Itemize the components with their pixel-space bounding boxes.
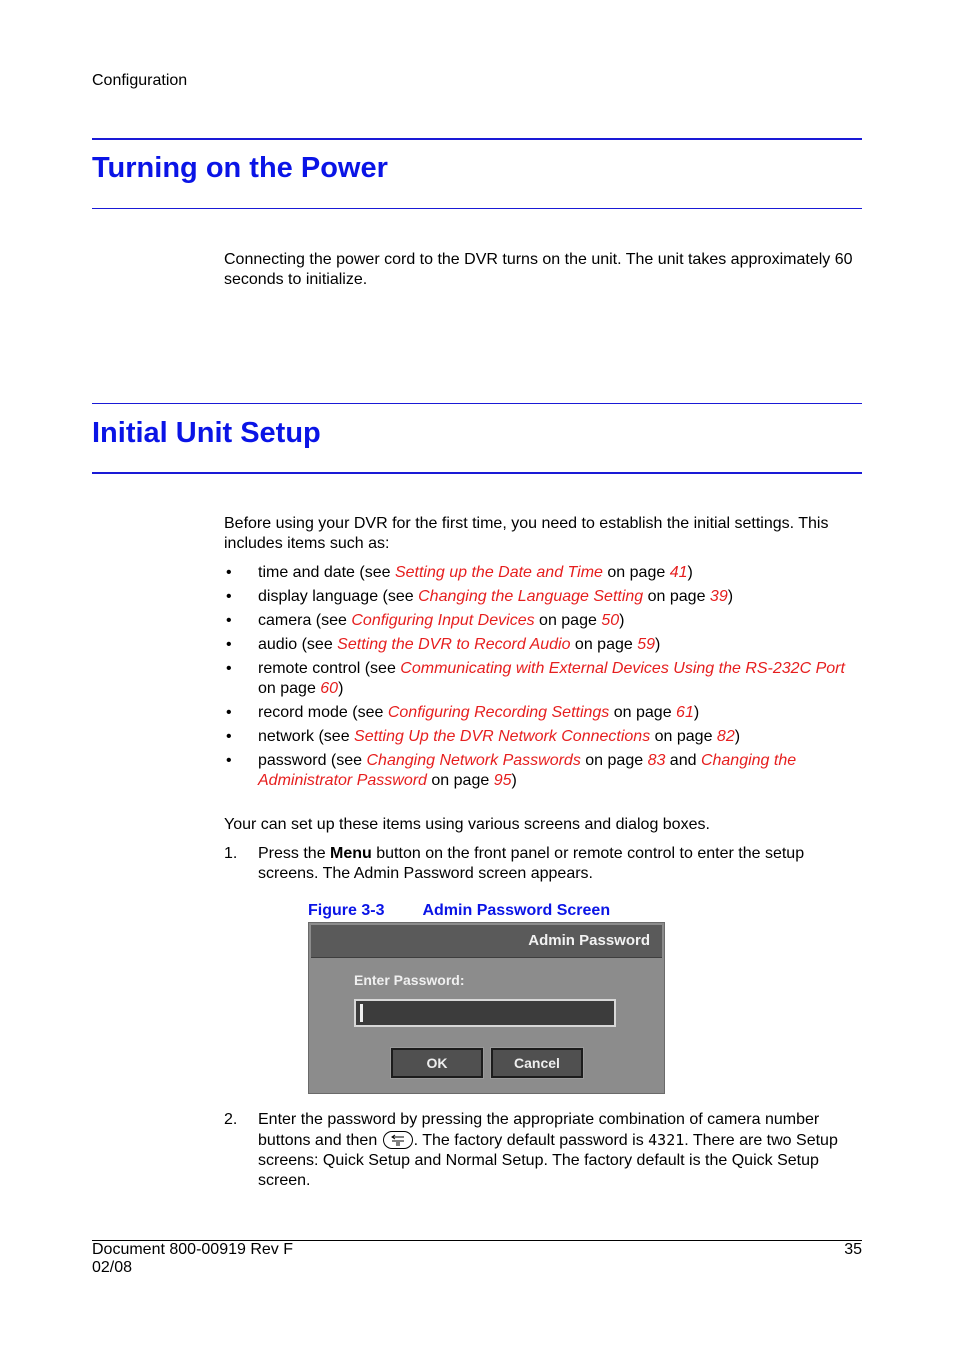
section-rule-bottom — [92, 208, 862, 209]
cancel-button[interactable]: Cancel — [491, 1048, 583, 1078]
bullet-marker: • — [226, 636, 232, 653]
default-password: 4321 — [648, 1131, 685, 1149]
cross-reference-link[interactable]: Changing the Administrator Password — [258, 752, 797, 789]
power-paragraph: Connecting the power cord to the DVR turns on the unit. The unit takes approximately 60 seconds to initialize. — [224, 251, 853, 288]
bullet-marker: • — [226, 660, 232, 677]
section-rule-bottom — [92, 472, 862, 474]
cross-reference-link[interactable]: Setting Up the DVR Network Connections — [354, 728, 651, 745]
ok-button[interactable]: OK — [391, 1048, 483, 1078]
section-rule-top — [92, 403, 862, 404]
password-prompt: Enter Password: — [354, 972, 465, 988]
figure-title: Admin Password Screen — [422, 902, 611, 919]
screen-titlebar — [311, 925, 662, 958]
cross-reference-link[interactable]: Changing Network Passwords — [366, 752, 581, 769]
list-item: • time and date (see Setting up the Date and Time on page 41) — [226, 564, 693, 581]
page-reference-link[interactable]: 50 — [601, 612, 620, 629]
admin-password-screen — [308, 922, 665, 1094]
bullet-marker: • — [226, 612, 232, 629]
footer-document-info — [92, 1241, 293, 1277]
step-2 — [224, 1110, 864, 1191]
cross-reference-link[interactable]: Changing the Language Setting — [418, 588, 644, 605]
screen-title: Admin Password — [528, 932, 650, 949]
page-reference-link[interactable]: 83 — [647, 752, 666, 769]
cross-reference-link[interactable]: Configuring Recording Settings — [387, 704, 610, 721]
page-reference-link[interactable]: 59 — [637, 636, 656, 653]
section-title-setup: Initial Unit Setup — [92, 417, 321, 449]
step-number: 2. — [224, 1111, 238, 1128]
list-item: • camera (see Configuring Input Devices on page 50) — [226, 612, 625, 629]
cross-reference-link[interactable]: Configuring Input Devices — [351, 612, 535, 629]
list-item: • network (see Setting Up the DVR Network Connections on page 82) — [226, 728, 741, 745]
cross-reference-link[interactable]: Setting the DVR to Record Audio — [337, 636, 571, 653]
list-item: • display language (see Changing the Language Setting on page 39) — [226, 588, 734, 605]
list-item: • audio (see Setting the DVR to Record Audio on page 59) — [226, 636, 661, 653]
document-date: 02/08 — [92, 1259, 133, 1276]
bullet-marker: • — [226, 704, 232, 721]
enter-key-icon — [383, 1131, 413, 1149]
bullet-marker: • — [226, 564, 232, 581]
bullet-marker: • — [226, 752, 232, 769]
page-reference-link[interactable]: 95 — [493, 772, 512, 789]
list-item: • remote control (see Communicating with External Devices Using the RS-232C Port on page 60) — [226, 660, 845, 697]
document-number: Document 800-00919 Rev F — [92, 1241, 293, 1258]
menu-button-name: Menu — [330, 845, 372, 862]
step-text: Enter the password by pressing the appropriate combination of camera number buttons and then . The factory default password is 4321. There are two Setup screens: Quick Setup and Normal Setup. The factory default is the Quick Setup screen. — [258, 1111, 838, 1189]
step-number: 1. — [224, 845, 238, 862]
section-rule-top — [92, 138, 862, 140]
bullet-marker: • — [226, 728, 232, 745]
figure-caption — [308, 901, 610, 921]
page-reference-link[interactable]: 60 — [320, 680, 339, 697]
page-reference-link[interactable]: 61 — [676, 704, 694, 721]
after-list-paragraph: Your can set up these items using various screens and dialog boxes. — [224, 816, 710, 833]
bullet-marker: • — [226, 588, 232, 605]
page-number: 35 — [844, 1241, 862, 1258]
list-item: • record mode (see Configuring Recording Settings on page 61) — [226, 704, 700, 721]
step-1 — [224, 844, 864, 884]
figure-label: Figure 3-3 — [308, 902, 385, 919]
settings-list — [224, 563, 864, 795]
setup-intro: Before using your DVR for the first time, you need to establish the initial settings. This includes items such as: — [224, 515, 829, 552]
step-text: Press the Menu button on the front panel or remote control to enter the setup screens. The Admin Password screen appears. — [258, 845, 805, 882]
section-title-power: Turning on the Power — [92, 152, 388, 184]
page-reference-link[interactable]: 82 — [716, 728, 735, 745]
text-cursor — [360, 1004, 363, 1022]
password-input[interactable] — [354, 999, 616, 1027]
running-head: Configuration — [92, 72, 188, 89]
page-reference-link[interactable]: 41 — [669, 564, 688, 581]
cross-reference-link[interactable]: Communicating with External Devices Using the RS-232C Port — [400, 660, 845, 677]
page-reference-link[interactable]: 39 — [709, 588, 728, 605]
list-item: • password (see Changing Network Passwords on page 83 and Changing the Administrator Password on page 95) — [226, 752, 797, 789]
cross-reference-link[interactable]: Setting up the Date and Time — [394, 564, 603, 581]
